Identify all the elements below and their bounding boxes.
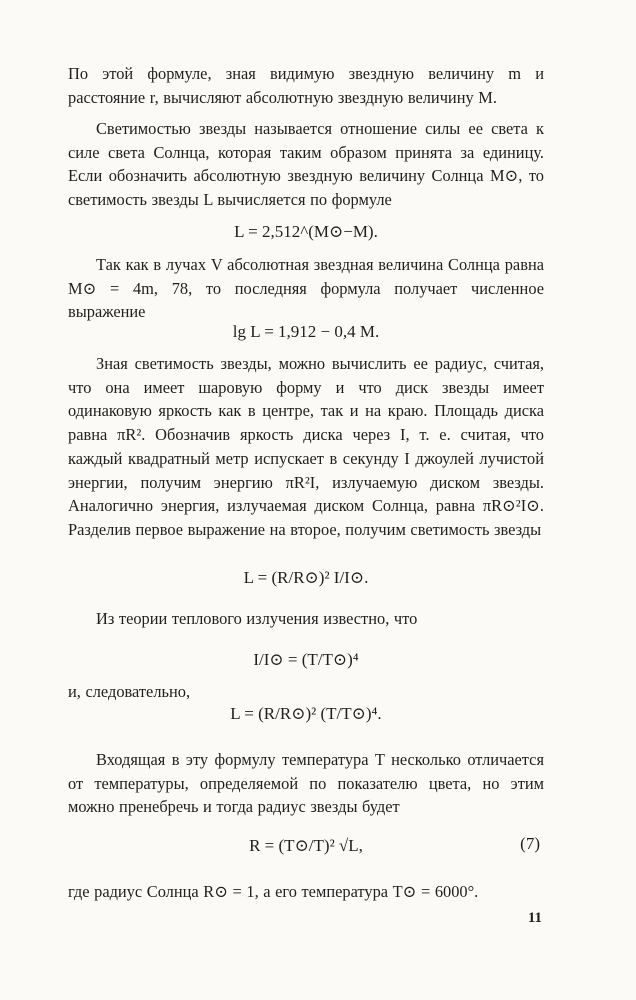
formula-luminosity-temperature: L = (R/R⊙)² (T/T⊙)⁴. bbox=[230, 704, 382, 723]
paragraph-3: Так как в лучах V абсолютная звездная величина Солнца равна M⊙ = 4m, 78, то последняя формула получает численное выражение bbox=[68, 255, 544, 322]
paragraph-4: Зная светимость звезды, можно вычислить ее радиус, считая, что она имеет шаровую форму и что диск звезды имеет одинаковую яркость как в центре, так и на краю. Площадь диска равна πR². Обозначив яркость диска через I, т. е. считая, что каждый квадратный метр испускает в секунду I джоулей лучистой энергии, получим энергию πR²I, излучаемую диском звезды. Аналогично энергия, излучаемая диском Солнца, равна πR⊙²I⊙. Разделив первое выражение на второе, получим светимость звезды bbox=[68, 354, 544, 539]
paragraph-7: Входящая в эту формулу температура T несколько отличается от температуры, определяемой по показателю цвета, но этим можно пренебречь и тогда радиус звезды будет bbox=[68, 750, 544, 817]
page-number: 11 bbox=[527, 910, 542, 926]
paragraph-5: Из теории теплового излучения известно, что bbox=[96, 609, 418, 628]
formula-luminosity-magnitude: L = 2,512^(M⊙−M). bbox=[234, 222, 378, 241]
paragraph-2: Светимостью звезды называется отношение силы ее света к силе света Солнца, которая таким образом принята за единицу. Если обозначить абсолютную звездную величину Солнца M⊙, то светимость звезды L вычисляется по формуле bbox=[68, 119, 544, 210]
formula-lg-luminosity: lg L = 1,912 − 0,4 M. bbox=[232, 322, 380, 341]
formula-radius: R = (T⊙/T)² √L, bbox=[249, 836, 363, 855]
paragraph-8: где радиус Солнца R⊙ = 1, а его температура T⊙ = 6000°. bbox=[68, 882, 479, 901]
paragraph-1: По этой формуле, зная видимую звездную величину m и расстояние r, вычисляют абсолютную звездную величину M. bbox=[68, 64, 544, 107]
formula-brightness-ratio: I/I⊙ = (T/T⊙)⁴ bbox=[253, 650, 359, 669]
equation-number: (7) bbox=[520, 834, 540, 853]
paragraph-6: и, следовательно, bbox=[68, 682, 191, 701]
formula-luminosity-radius: L = (R/R⊙)² I/I⊙. bbox=[243, 568, 369, 587]
